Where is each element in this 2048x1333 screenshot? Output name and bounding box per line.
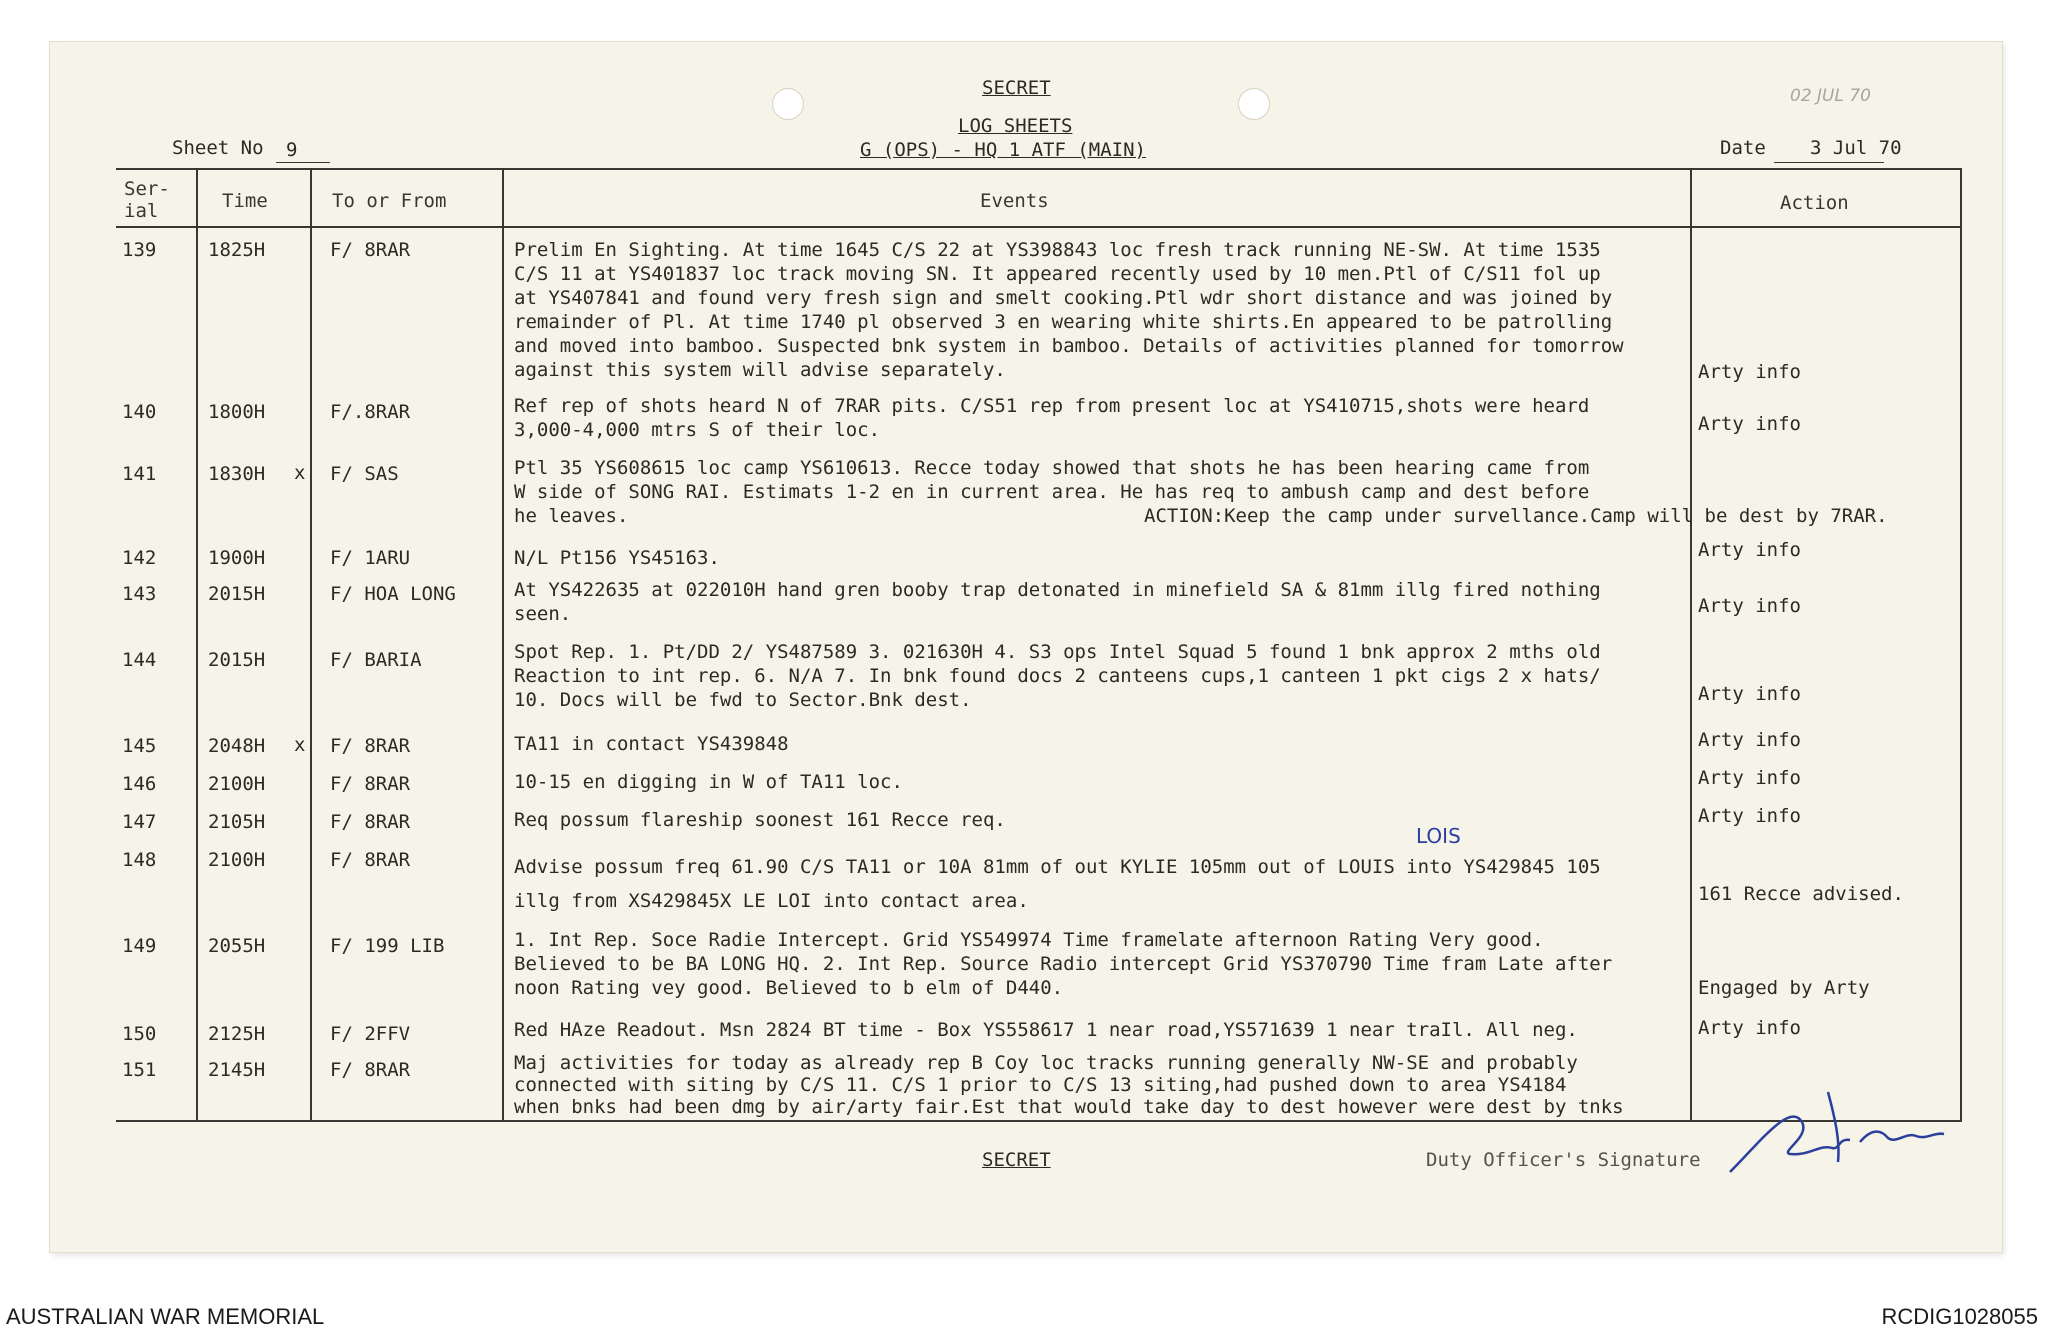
event-line: 10-15 en digging in W of TA11 loc. [514,771,903,793]
date-label: Date [1720,137,1766,159]
event-line: Maj activities for today as already rep B Coy loc tracks running generally NW-SE and probably [514,1052,1578,1074]
row-time: 2100H [208,849,266,871]
event-line: Reaction to int rep. 6. N/A 7. In bnk found docs 2 canteens cups,1 canteen 1 pkt cigs 2 x hats/ [514,665,1601,687]
row-serial: 139 [122,239,157,261]
event-line: remainder of Pl. At time 1740 pl observed 3 en wearing white shirts.En appeared to be patrolling [514,311,1613,333]
row-action: Engaged by Arty [1698,977,1870,999]
row-events [514,1018,1578,1042]
col-rule-4 [1690,168,1692,1120]
row-serial: 143 [122,583,157,605]
row-time: 1900H [208,547,266,569]
row-events [514,808,1006,832]
row-events [514,578,1601,626]
row-action: Arty info [1698,1017,1801,1039]
row-events [514,732,789,756]
row-action: 161 Recce advised. [1698,883,1904,905]
event-line: connected with siting by C/S 11. C/S 1 prior to C/S 13 siting,had pushed down to area YS4184 [514,1074,1567,1096]
event-line: Believed to be BA LONG HQ. 2. Int Rep. Source Radio intercept Grid YS370790 Time fram Late after [514,953,1613,975]
row-events [514,770,903,794]
tick-mark: x [294,462,306,484]
event-line: Red HAze Readout. Msn 2824 BT time - Box YS558617 1 near road,YS571639 1 near traIl. All neg. [514,1019,1578,1041]
col-header-events: Events [980,190,1049,212]
row-serial: 148 [122,849,157,871]
event-line: Ptl 35 YS608615 loc camp YS610613. Recce today showed that shots he has been hearing came from [514,457,1590,479]
col-header-action: Action [1780,192,1849,214]
event-line: seen. [514,603,572,625]
event-line: 10. Docs will be fwd to Sector.Bnk dest. [514,689,972,711]
event-line: C/S 11 at YS401837 loc track moving SN. It appeared recently used by 10 men.Ptl of C/S11 fol up [514,263,1601,285]
sheet-title: LOG SHEETS [958,115,1073,137]
row-to-from: F/ 2FFV [330,1023,411,1045]
handwritten-correction: LOIS [1416,824,1461,848]
row-events [514,850,1601,918]
event-line: N/L Pt156 YS45163. [514,547,720,569]
row-action: Arty info [1698,805,1801,827]
row-serial: 145 [122,735,157,757]
col-rule-3 [502,168,504,1120]
row-to-from: F/ SAS [330,463,399,485]
event-line: Prelim En Sighting. At time 1645 C/S 22 at YS398843 loc fresh track running NE-SW. At time 1535 [514,239,1601,261]
event-line: TA11 in contact YS439848 [514,733,789,755]
row-time: 2048H [208,735,266,757]
row-to-from: F/ 1ARU [330,547,411,569]
row-serial: 151 [122,1059,157,1081]
row-to-from: F/ 8RAR [330,1059,411,1081]
row-to-from: F/ 8RAR [330,773,411,795]
punch-hole-right [1238,88,1270,120]
event-line: against this system will advise separately. [514,359,1006,381]
row-serial: 146 [122,773,157,795]
sheet-number-label: Sheet No [172,137,264,159]
event-line: At YS422635 at 022010H hand gren booby trap detonated in minefield SA & 81mm illg fired nothing [514,579,1601,601]
row-time: 2145H [208,1059,266,1081]
col-rule-2 [310,168,312,1120]
row-serial: 140 [122,401,157,423]
row-to-from: F/ HOA LONG [330,583,456,605]
date-value: 3 Jul 70 [1810,137,1902,159]
row-events [514,1052,1624,1118]
table-header-rule [116,226,1962,228]
row-to-from: F/ 8RAR [330,849,411,871]
event-line: Ref rep of shots heard N of 7RAR pits. C/S51 rep from present loc at YS410715,shots were heard [514,395,1590,417]
event-line: at YS407841 and found very fresh sign and smelt cooking.Ptl wdr short distance and was joined by [514,287,1613,309]
row-time: 1825H [208,239,266,261]
unit-title: G (OPS) - HQ 1 ATF (MAIN) [860,139,1146,161]
row-events [514,928,1612,1000]
col-rule-5 [1960,168,1962,1120]
row-time: 2100H [208,773,266,795]
event-line: Req possum flareship soonest 161 Recce req. [514,809,1006,831]
event-line: 1. Int Rep. Soce Radie Intercept. Grid YS549974 Time framelate afternoon Rating Very good. [514,929,1544,951]
row-action: Arty info [1698,361,1801,383]
table-top-rule [116,168,1962,170]
row-events [514,238,1624,382]
col-header-to-from: To or From [332,190,447,212]
row-time: 2125H [208,1023,266,1045]
row-action: Arty info [1698,539,1801,561]
event-line: W side of SONG RAI. Estimats 1-2 en in current area. He has req to ambush camp and dest before [514,481,1590,503]
log-sheet-paper [50,42,2002,1252]
row-events [514,640,1601,712]
row-serial: 150 [122,1023,157,1045]
row-time: 2015H [208,583,266,605]
event-line: noon Rating vey good. Believed to b elm of D440. [514,977,1064,999]
date-underline [1774,162,1884,163]
classification-top: SECRET [982,77,1051,99]
archive-source: AUSTRALIAN WAR MEMORIAL [6,1304,325,1329]
classification-bottom: SECRET [982,1149,1051,1171]
row-time: 2055H [208,935,266,957]
row-serial: 144 [122,649,157,671]
row-time: 1800H [208,401,266,423]
row-action-note: ACTION:Keep the camp under survellance.Camp will be dest by 7RAR. [1144,505,1888,527]
sheet-number-underline [276,162,330,163]
signature-label: Duty Officer's Signature [1426,1149,1701,1171]
row-serial: 147 [122,811,157,833]
event-line: he leaves. [514,505,629,527]
event-line: and moved into bamboo. Suspected bnk system in bamboo. Details of activities planned for tomorrow [514,335,1624,357]
row-time: 2015H [208,649,266,671]
row-action: Arty info [1698,595,1801,617]
row-to-from: F/.8RAR [330,401,411,423]
row-to-from: F/ 199 LIB [330,935,445,957]
row-action: Arty info [1698,413,1801,435]
row-action: Arty info [1698,729,1801,751]
event-line: Spot Rep. 1. Pt/DD 2/ YS487589 3. 021630H 4. S3 ops Intel Squad 5 found 1 bnk approx 2 mths old [514,641,1601,663]
received-date-stamp: 02 JUL 70 [1790,86,1871,106]
row-to-from: F/ 8RAR [330,239,411,261]
row-time: 1830H [208,463,266,485]
row-action: Arty info [1698,683,1801,705]
sheet-number-value: 9 [286,139,298,161]
row-serial: 149 [122,935,157,957]
row-to-from: F/ 8RAR [330,735,411,757]
event-line: Advise possum freq 61.90 C/S TA11 or 10A 81mm of out KYLIE 105mm out of LOUIS into YS429845 105 [514,856,1601,878]
officer-signature [1720,1082,1980,1182]
row-to-from: F/ BARIA [330,649,422,671]
row-to-from: F/ 8RAR [330,811,411,833]
row-serial: 142 [122,547,157,569]
col-header-serial: Ser- ial [124,178,170,222]
col-header-time: Time [222,190,268,212]
event-line: 3,000-4,000 mtrs S of their loc. [514,419,881,441]
col-rule-1 [196,168,198,1120]
table-bottom-rule [116,1120,1962,1122]
row-time: 2105H [208,811,266,833]
event-line: when bnks had been dmg by air/arty fair.Est that would take day to dest however were dest by tnks [514,1096,1624,1118]
punch-hole-left [772,88,804,120]
row-action: Arty info [1698,767,1801,789]
archive-reference: RCDIG1028055 [1881,1304,2038,1329]
event-line: illg from XS429845X LE LOI into contact area. [514,890,1029,912]
row-events [514,546,720,570]
row-serial: 141 [122,463,157,485]
row-events [514,394,1589,442]
tick-mark: x [294,734,306,756]
